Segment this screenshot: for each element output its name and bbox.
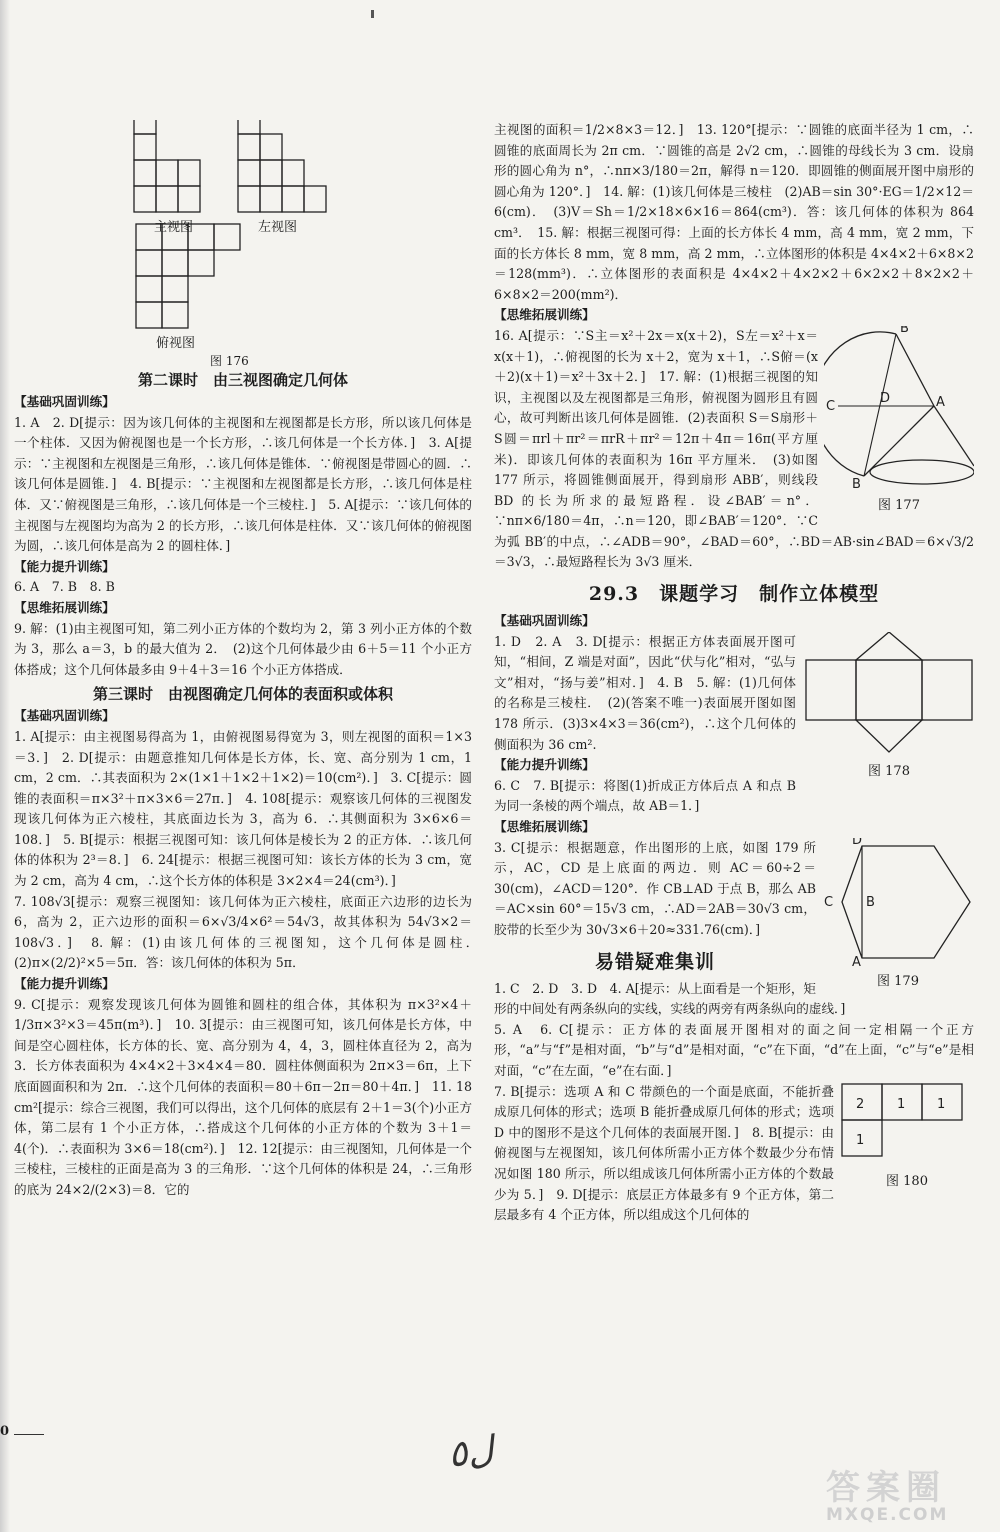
three-view-diagram <box>14 120 472 366</box>
grid-value: 1 <box>937 1096 946 1112</box>
figure-176 <box>14 120 472 366</box>
figure-177-caption: 图 177 <box>878 497 920 513</box>
svg-text:B: B <box>852 476 861 490</box>
site-watermark <box>826 1460 990 1528</box>
left-view-label: 左视图 <box>258 220 298 235</box>
answer-block: 7. 108√3[提示：观察三视图知：该几何体为正六棱柱，底面正六边形的边长为 6，高为 2，正六边形的面积＝6×√3/4×6²＝54√3，故其体积为 54√3×2＝108√3．] 8. 解：(1)由该几何体的三视图知，这个几何体是圆柱． (2)π×(2/2)²×5＝5π．答：该几何体的体积为 5π． <box>14 893 485 971</box>
answer-block: 1. A[提示：由主视图易得高为 1，由俯视图易得宽为 3，则左视图的面积＝1×3＝3．] 2. D[提示：由题意推知几何体是长方体，长、宽、高分别为 1 cm，1 cm，2 cm．∴其表面积为 2×(1×1＋1×2＋1×2)＝10(cm²)．] 3. C[提示：圆锥的表面积＝π×3²＋π×3×6＝27π．] 4. 108[提示：观察该几何体的三视图发现该几何体为正六棱柱，其底面边长为 3，高为 6．∴其侧面积为 3×6×6＝108．] 5. B[提示：根据三视图可知：该几何体是棱长为 2 的正方体．∴该几何体的体积为 2³＝8．] 6. 24[提示：根据三视图可知：该长方体的长为 3 cm，宽为 2 cm，高为 4 cm，∴这个长方体的体积是 3×2×4＝24(cm³)．] <box>14 728 472 889</box>
figure-176-caption: 图 176 <box>210 354 249 368</box>
svg-text:A: A <box>852 954 861 966</box>
answer-block: 9. C[提示：观察发现该几何体为圆锥和圆柱的组合体，其体积为 π×3²×4＋1/3π×3²×3＝45π(m³)．] 10. 3[提示：由三视图可知，该几何体是长方体，中间是空心圆柱体，长方体的长、宽、高分别为 4，4，3，圆柱体直径为 2，高为 3．长方体表面积为 4×4×2＋3×4×4＝80．圆柱体侧面积为 2π×3＝6π，上下底面圆面积和为 2π．∴这个几何体的表面积＝80＋6π－2π＝80＋4π．] 11. 18 cm²[提示：综合三视图，我们可以得出，这个几何体的底层有 2＋1＝3(个)小正方体，第二层有 1 个小正方体，∴搭成这个几何体的小正方体的个数为 3＋1＝4(个)．∴表面积为 3×6＝18(cm²)．] 12. 12[提示：由三视图知，几何体是一个三棱柱，三棱柱的正面是高为 3 的三角形．∵这个几何体的体积是 24，∴三角形的底为 24×2/(2×3)＝8．它的 <box>14 996 472 1197</box>
figure-178-caption: 图 178 <box>868 763 910 779</box>
lesson-2-title: 第二课时 由三视图确定几何体 <box>137 371 348 389</box>
answer-block: 6. C 7. B[提示：将图(1)折成正方体后点 A 和点 B 为同一条棱的两个端点，故 AB＝1．] <box>494 777 796 814</box>
figure-179 <box>822 838 974 989</box>
answer-block: 9. 解：(1)由主视图可知，第二列小正方体的个数均为 2，第 3 列小正方体的个数为 3，那么 a＝3，b 的最大值为 2． (2)这个几何体最少由 6＋5＝11 个小正方体搭成；这个几何体最多由 9＋4＋3＝16 个小正方体搭成． <box>14 620 472 677</box>
lesson-3-title: 第三课时 由视图确定几何体的表面积或体积 <box>92 685 393 704</box>
top-view-grid <box>136 224 240 328</box>
answer-block: 1. D 2. A 3. D[提示：根据正方体表面展开图可知，“相间，Z 端是对面”，因此“伏与化”相对，“弘与文”相对，“扬与姜”相对．] 4. B 5. 解：(1)几何体的名称是三棱柱． (2)(答案不唯一)表面展开图如图 178 所示．(3)3×4×3＝36(cm²)，∴这个几何体的侧面积为 36 cm². <box>494 633 796 752</box>
front-view-grid <box>134 120 200 212</box>
figure-178 <box>804 632 974 779</box>
svg-text:B: B <box>866 894 875 910</box>
svg-text:D: D <box>852 837 863 848</box>
section-29-3-title: 29.3 课题学习 制作立体模型 <box>588 583 880 606</box>
svg-text:A: A <box>936 394 945 410</box>
scan-edge-shadow <box>0 0 10 1532</box>
hexagon-diagram <box>822 838 974 966</box>
answer-block: 1. C 2. D 3. D 4. A[提示：从上面看是一个矩形，矩形的中间处有两条纵向的实线，实线的两旁有两条纵向的虚线．] <box>494 980 846 1017</box>
figure-177 <box>824 326 974 513</box>
prism-net-diagram <box>804 632 974 756</box>
svg-text:C: C <box>824 894 834 910</box>
section-basic-1: 【基础巩固训练】 <box>14 394 115 409</box>
figure-180 <box>840 1082 974 1189</box>
handwritten-mark: ل٥ <box>445 1429 497 1476</box>
section-ability-3: 【能力提升训练】 <box>494 757 595 773</box>
answer-block: 5. A 6. C[提示：正方体的表面展开图相对的面之间一定相隔一个正方形，“a”与“f”是相对面，“b”与“d”是相对面，“c”在下面，“d”在上面，“c”与“e”是相对面，“c”在左面，“e”在右面．] <box>494 1021 974 1078</box>
section-ability-1: 【能力提升训练】 <box>14 558 115 574</box>
section-thinking-3: 【思维拓展训练】 <box>494 819 595 834</box>
answer-block: 主视图的面积＝1/2×8×3＝12．] 13. 120°[提示：∵圆锥的底面半径为 1 cm，∴圆锥的底面周长为 2π cm．∵圆锥的高是 2√2 cm，∴圆锥的母线长为 3 cm．设扇形的圆心角为 n°，∴nπ×3/180＝2π，解得 n＝120．即圆锥的侧面展开图中扇形的圆心角为 120°．] 14. 解：(1)该几何体是三棱柱 (2)AB＝sin 30°·EG＝1/2×12＝6(cm)． (3)V＝Sh＝1/2×18×6×16＝864(cm³)．答：该几何体的体积为 864 cm³． 15. 解：根据三视图可得：上面的长方体长 4 mm，高 4 mm，宽 2 mm，下面的长方体长 8 mm，宽 8 mm，高 2 mm，∴立体图形的体积是 4×4×2＋6×8×2＝128(mm³)．∴立体图形的表面积是 4×4×2＋4×2×2＋6×2×2＋8×2×2＋6×8×2＝200(mm²)． <box>494 122 974 302</box>
answer-block: 16. A[提示：∵S主＝x²＋2x＝x(x＋2)，S左＝x²＋x＝x(x＋1)，∴俯视图的长为 x＋2，宽为 x＋1，∴S俯＝(x＋2)(x＋1)＝x²＋3x＋2．] 17. 解：(1)根据三视图的知识，主视图以及左视图都是三角形，俯视图为圆形且有圆心，故可判断出该几何体是圆锥．(2)表面积 S＝S扇形＋S圆＝πrl＋πr²＝πrR＋πr²＝12π＋4π＝16π(平方厘米)．即该几何体的表面积为 16π 平方厘米． (3)如图 177 所示，将圆锥侧面展开，得到扇形 ABB′，则线段 BD 的长为所求的最短路程．设∠BAB′＝n°．∵nπ×6/180＝4π，∴n＝120，即∠BAB′＝120°．∵C 为弧 BB′的中点，∴∠ADB＝90°，∠BAD＝60°，∴BD＝AB·sin∠BAD＝6×√3/2＝3√3，∴最短路程长为 3√3 厘米． <box>494 327 974 570</box>
front-view-label: 主视图 <box>154 220 194 235</box>
answer-block: 1. A 2. D[提示：因为该几何体的主视图和左视图都是长方形，所以该几何体是一个柱体．又因为俯视图也是一个长方形，∴该几何体是一个长方体．] 3. A[提示：∵主视图和左视图是三角形，∴该几何体是锥体．∵俯视图是带圆心的圆．∴该几何体是圆锥．] 4. B[提示：∵主视图和左视图都是长方形，∴该几何体是柱体．又∵俯视图是三角形，∴该几何体是一个三棱柱．] 5. A[提示：∵该几何体的主视图与左视图均为高为 2 的长方形，∴该几何体是柱体．又∵该几何体的俯视图为圆，∴该几何体是高为 2 的圆柱体．] <box>14 414 472 554</box>
grid-value: 1 <box>856 1132 865 1148</box>
left-view-grid <box>238 120 326 212</box>
svg-text:D: D <box>880 390 891 406</box>
svg-text:C: C <box>826 398 836 414</box>
section-basic-3: 【基础巩固训练】 <box>494 613 595 629</box>
section-thinking-1: 【思维拓展训练】 <box>14 599 115 615</box>
top-view-label: 俯视图 <box>156 336 196 351</box>
section-basic-2: 【基础巩固训练】 <box>14 708 115 724</box>
error-collection-title: 易错疑难集训 <box>594 950 715 973</box>
answer-block: 3. C[提示：根据题意，作出图形的上底，如图 179 所示，AC，CD 是上底面的两边．则 AC＝60÷2＝30(cm)，∠ACD＝120°．作 CB⊥AD 于点 B，那么 AB＝AC×sin 60°＝15√3 cm，∴AD＝2AB＝30√3 cm，胶带的长至少为 30√3×6＋20≈331.76(cm)．] <box>494 839 816 937</box>
answer-block: 6. A 7. B 8. B <box>14 579 115 595</box>
grid-value: 1 <box>897 1096 906 1112</box>
grid-value: 2 <box>856 1096 865 1112</box>
section-thinking-2: 【思维拓展训练】 <box>494 307 595 323</box>
scan-mark <box>371 10 374 18</box>
watermark-logo-text: 答案圈 <box>826 1468 946 1508</box>
page-number: 0 <box>0 1424 10 1439</box>
section-ability-2: 【能力提升训练】 <box>14 976 115 992</box>
answer-block: 7. B[提示：选项 A 和 C 带颜色的一个面是底面，不能折叠成原几何体的形式；选项 B 能折叠成原几何体的形式；选项 D 中的图形不是这个几何体的表面展开图．] 8. B[提示：由俯视图与左视图知，该几何体所需小正方体个数最少分布情况如图 180 所示，所以组成该几何体所需小正方体的个数最少为 5．] 9. D[提示：底层正方体最多有 9 个正方体，第二层最多有 4 个正方体，所以组成这个几何体的 <box>494 1083 834 1223</box>
figure-180-caption: 图 180 <box>886 1173 928 1189</box>
right-column <box>494 120 974 1226</box>
footer-rule <box>14 1434 44 1435</box>
svg-text:B′: B′ <box>900 325 912 336</box>
left-column <box>14 120 485 1201</box>
top-view-count-grid <box>840 1082 974 1166</box>
watermark-url: MXQE.COM <box>826 1505 949 1525</box>
figure-179-caption: 图 179 <box>877 973 919 989</box>
cone-unfold-diagram <box>824 326 974 490</box>
